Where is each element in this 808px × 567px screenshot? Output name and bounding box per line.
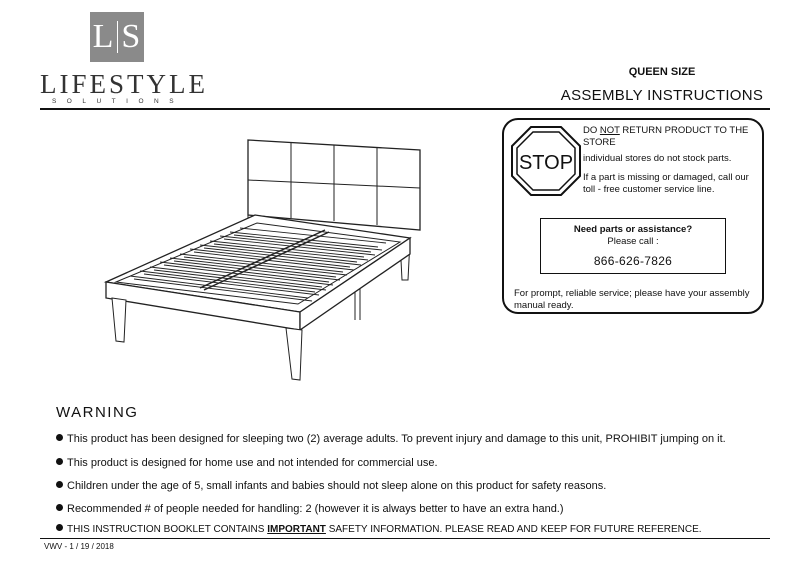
header-divider (40, 108, 770, 110)
logo-letter-s: S (121, 18, 142, 55)
logo-letter-l: L (92, 18, 115, 55)
safety-info-pre: THIS INSTRUCTION BOOKLET CONTAINS (67, 524, 268, 535)
warning-item-children (56, 480, 606, 493)
safety-info-post: SAFETY INFORMATION. PLEASE READ AND KEEP FOR FUTURE REFERENCE. (325, 524, 702, 535)
missing-part-notice: If a part is missing or damaged, call our toll - free customer service line. (583, 172, 749, 195)
parts-assistance-box (540, 218, 726, 274)
stop-sign-text: STOP (518, 152, 574, 174)
brand-subtitle: SOLUTIONS (51, 98, 185, 105)
product-size-label: QUEEN SIZE (628, 66, 696, 78)
parts-title: Need parts or assistance? (573, 224, 693, 235)
bed-frame-illustration (100, 130, 430, 390)
stores-notice: individual stores do not stock parts. (583, 153, 732, 164)
warning-item-text: Children under the age of 5, small infants and babies should not sleep alone on this product for safety reasons. (67, 480, 607, 492)
warning-item-handling (56, 503, 564, 516)
footer-divider (40, 538, 770, 539)
brand-logo-mark (90, 12, 144, 62)
no-return-emphasis: NOT (599, 125, 620, 136)
support-phone-number: 866-626-7826 (593, 254, 673, 268)
document-version-code: VWV - 1 / 19 / 2018 (44, 542, 114, 551)
logo-divider (117, 21, 118, 53)
document-title: ASSEMBLY INSTRUCTIONS (560, 87, 764, 104)
brand-name: LIFESTYLE (40, 69, 208, 99)
bullet-icon (56, 504, 63, 511)
bullet-icon (56, 524, 63, 531)
warning-item-safety-info (56, 523, 702, 536)
prompt-service-note: For prompt, reliable service; please have your assembly manual ready. (514, 288, 750, 311)
no-return-notice (583, 125, 759, 149)
warning-item-text: This product has been designed for sleeping two (2) average adults. To prevent injury and damage to this unit, PROHIBIT jumping on it. (67, 433, 726, 445)
no-return-post: RETURN PRODUCT TO THE STORE (583, 125, 749, 148)
warning-item-text: This product is designed for home use and not intended for commercial use. (67, 457, 438, 469)
bullet-icon (56, 458, 63, 465)
no-return-pre: DO (583, 125, 600, 136)
warning-item-text: Recommended # of people needed for handling: 2 (however it is always better to have an extra hand.) (67, 503, 564, 515)
warning-item-sleep-capacity (56, 433, 726, 446)
stop-sign-icon (510, 125, 582, 197)
safety-info-emphasis: IMPORTANT (267, 524, 326, 535)
warning-heading: WARNING (56, 404, 139, 421)
parts-call-label: Please call : (607, 236, 659, 247)
bullet-icon (56, 434, 63, 441)
bullet-icon (56, 481, 63, 488)
warning-item-home-use (56, 457, 438, 470)
